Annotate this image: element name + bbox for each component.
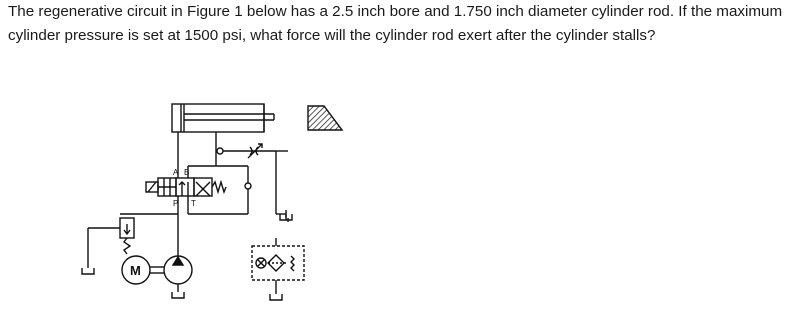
cylinder-symbol xyxy=(172,104,274,132)
directional-valve-symbol xyxy=(146,178,226,196)
port-p-label: P xyxy=(173,199,179,208)
port-t-label: T xyxy=(191,199,196,208)
question-text: The regenerative circuit in Figure 1 below has a 2.5 inch bore and 1.750 inch diameter cylinder rod. If the maximum cylinder pressure is set at 1500 psi, what force will the cylinder rod exert after the cylinder stalls? xyxy=(8,3,783,44)
hatched-wedge-symbol xyxy=(308,106,342,130)
port-a-label: A xyxy=(173,168,179,177)
filter-symbol xyxy=(252,246,304,280)
junction-node xyxy=(217,148,223,154)
motor-label: M xyxy=(130,263,141,278)
port-b-label: B xyxy=(184,168,190,177)
relief-valve-symbol xyxy=(120,218,134,254)
hydraulic-circuit-diagram xyxy=(80,96,360,308)
tank-symbol-pump xyxy=(172,292,184,298)
tank-symbol-left xyxy=(82,268,94,274)
